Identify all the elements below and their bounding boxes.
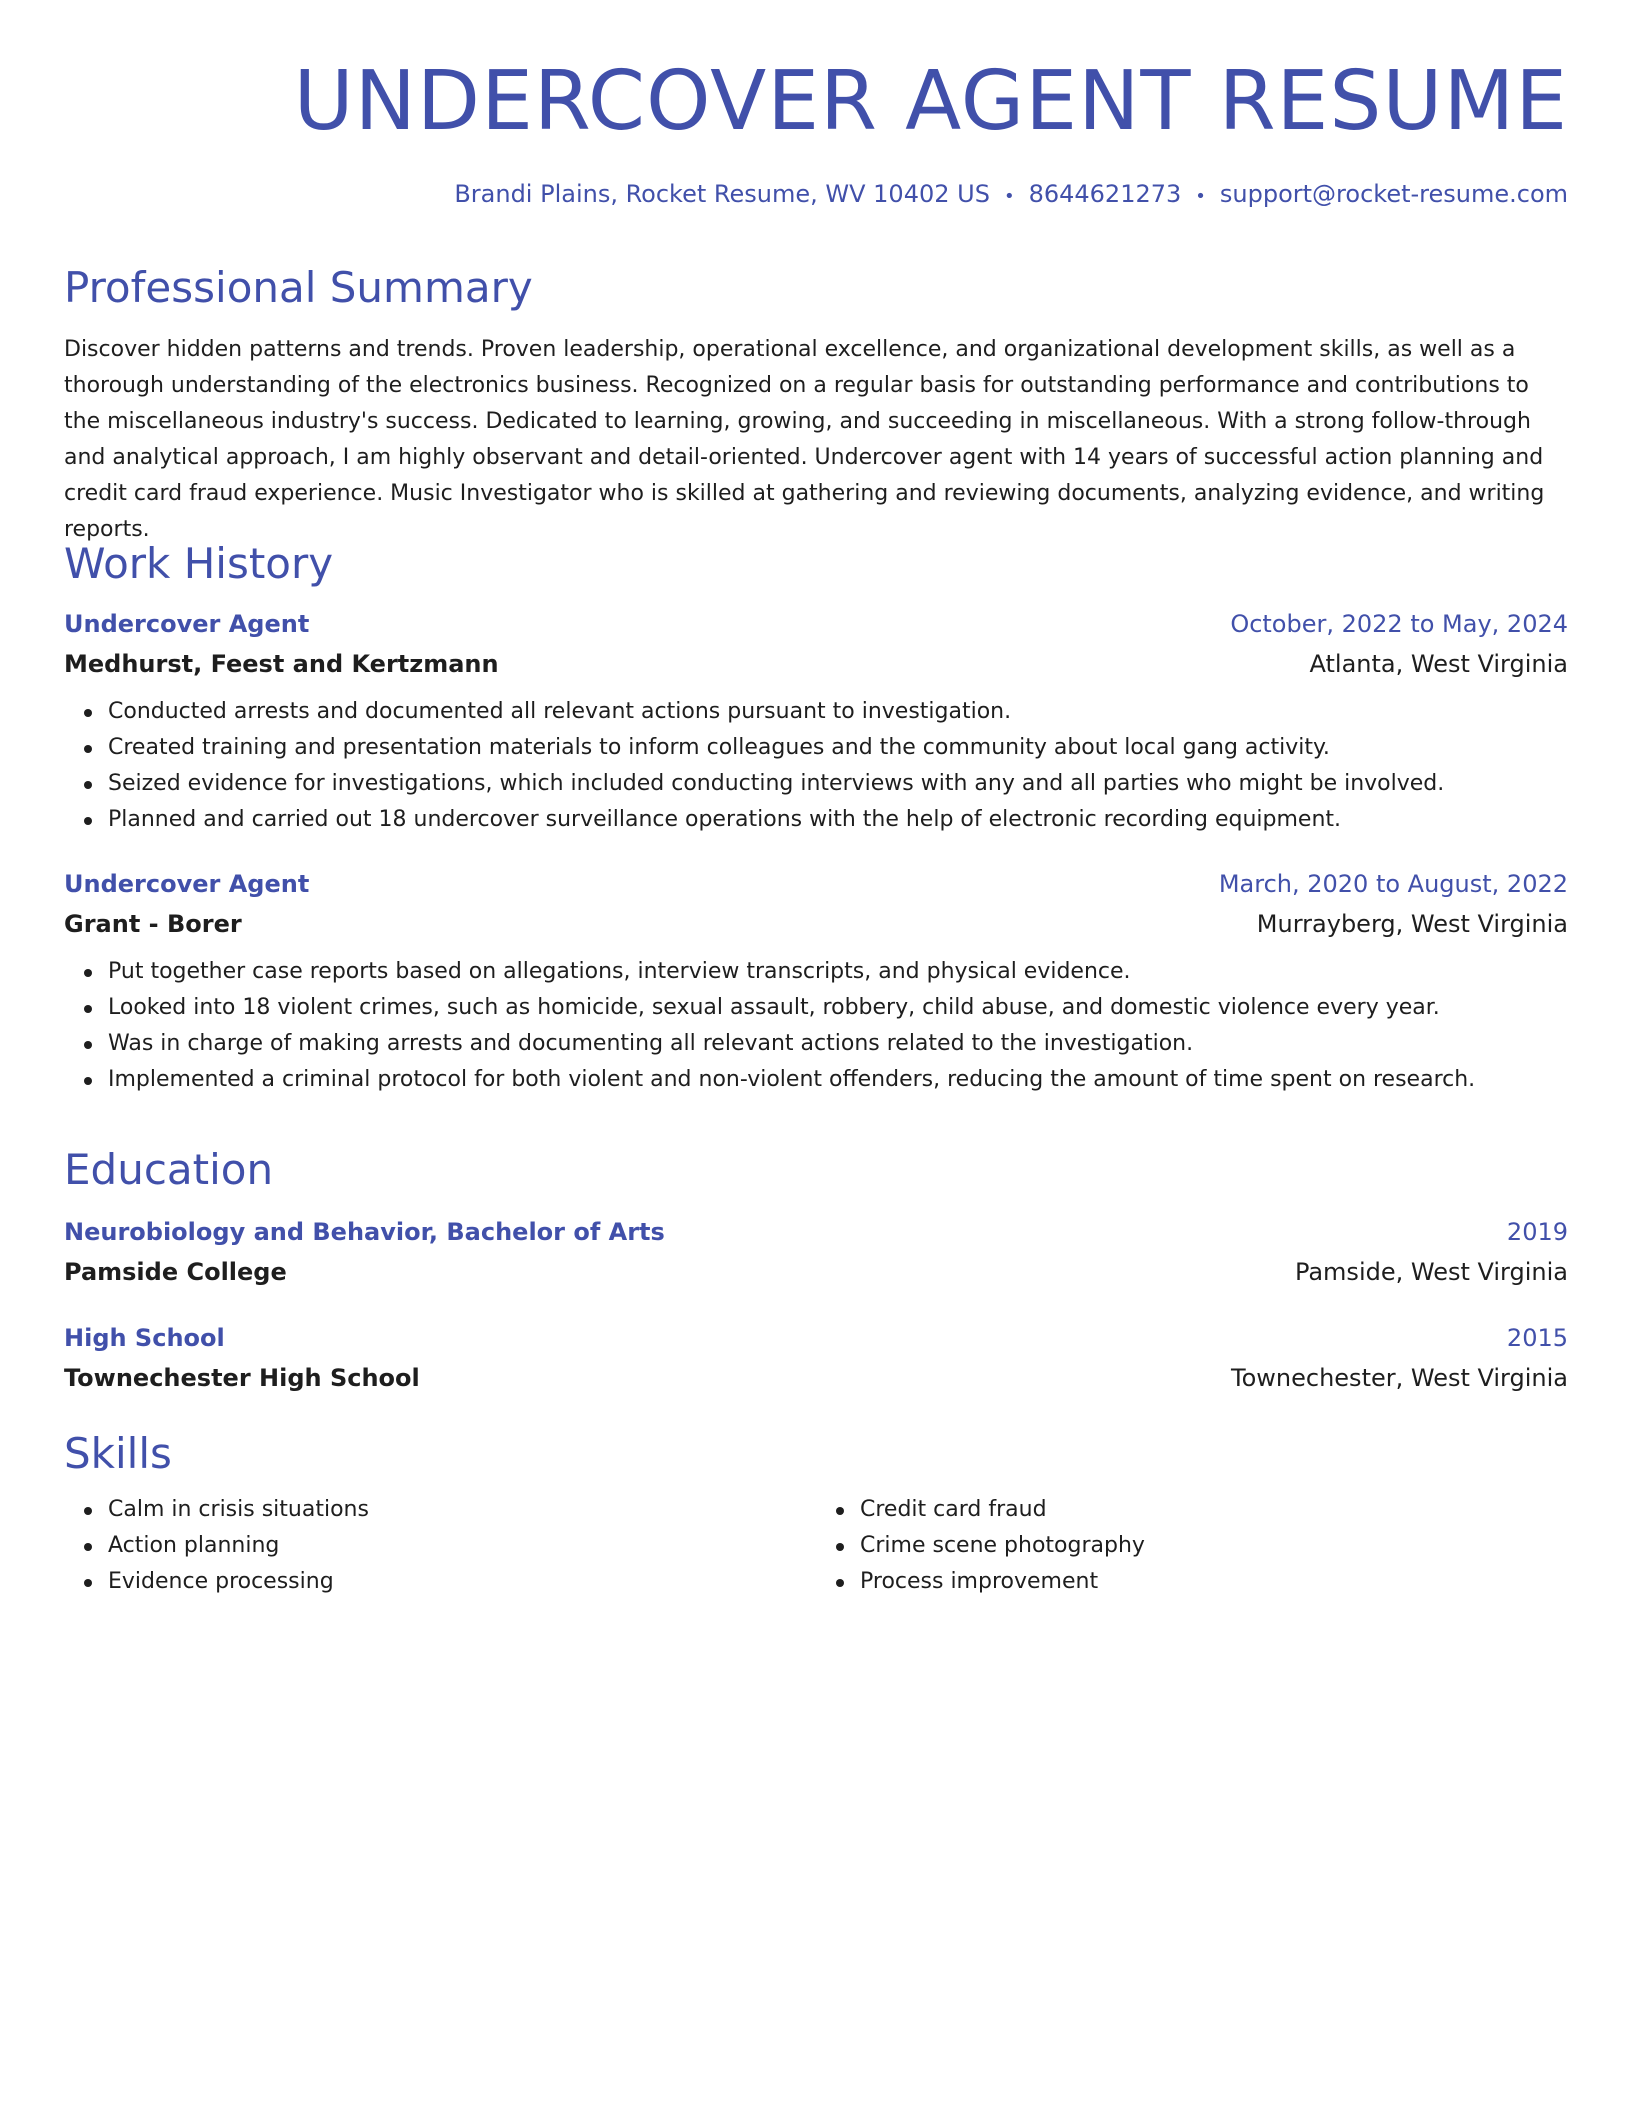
job-bullets	[64, 954, 1568, 1098]
education-entry	[64, 1318, 1568, 1398]
education-degree: Neurobiology and Behavior, Bachelor of Arts	[64, 1218, 665, 1246]
skill-item: Credit card fraud	[860, 1492, 1568, 1528]
job-company-row	[64, 644, 1568, 684]
education-school: Townechester High School	[64, 1364, 420, 1392]
skills-column-right	[816, 1492, 1568, 1600]
contact-phone: 8644621273	[1028, 180, 1182, 208]
section-title-work: Work History	[64, 539, 334, 588]
list-item: Conducted arrests and documented all relevant actions pursuant to investigation.	[108, 694, 1568, 730]
list-item: Seized evidence for investigations, which included conducting interviews with any and all parties who might be involved.	[108, 766, 1568, 802]
list-item: Planned and carried out 18 undercover surveillance operations with the help of electronic recording equipment.	[108, 802, 1568, 838]
education-degree: High School	[64, 1324, 225, 1352]
list-item: Put together case reports based on allegations, interview transcripts, and physical evidence.	[108, 954, 1568, 990]
section-title-skills: Skills	[64, 1429, 172, 1478]
job-role: Undercover Agent	[64, 870, 310, 898]
contact-address: Brandi Plains, Rocket Resume, WV 10402 US	[454, 180, 990, 208]
section-title-education: Education	[64, 1145, 274, 1194]
job-company-row	[64, 904, 1568, 944]
list-item: Was in charge of making arrests and documenting all relevant actions related to the investigation.	[108, 1026, 1568, 1062]
education-location: Pamside, West Virginia	[1294, 1258, 1568, 1286]
skill-item: Process improvement	[860, 1564, 1568, 1600]
job-company: Medhurst, Feest and Kertzmann	[64, 650, 499, 678]
job-company: Grant - Borer	[64, 910, 242, 938]
education-school: Pamside College	[64, 1258, 287, 1286]
education-year: 2019	[1506, 1218, 1568, 1246]
skill-item: Action planning	[108, 1528, 816, 1564]
list-item: Created training and presentation materials to inform colleagues and the community about local gang activity.	[108, 730, 1568, 766]
skills-list	[64, 1492, 816, 1600]
contact-separator: •	[1195, 186, 1206, 207]
list-item: Implemented a criminal protocol for both violent and non-violent offenders, reducing the amount of time spent on research.	[108, 1062, 1568, 1098]
education-header-row	[64, 1212, 1568, 1252]
job-header-row	[64, 604, 1568, 644]
job-entry	[64, 604, 1568, 838]
professional-summary-section	[64, 262, 1568, 548]
education-entry	[64, 1212, 1568, 1292]
job-location: Murrayberg, West Virginia	[1256, 910, 1568, 938]
resume-title: UNDERCOVER AGENT RESUME	[293, 54, 1568, 149]
contact-email: support@rocket-resume.com	[1219, 180, 1568, 208]
skill-item: Crime scene photography	[860, 1528, 1568, 1564]
contact-separator: •	[1003, 186, 1015, 207]
skill-item: Calm in crisis situations	[108, 1492, 816, 1528]
education-header-row	[64, 1318, 1568, 1358]
skills-column-left	[64, 1492, 816, 1600]
skill-item: Evidence processing	[108, 1564, 816, 1600]
skills-section	[64, 1428, 1568, 1600]
summary-text: Discover hidden patterns and trends. Proven leadership, operational excellence, and organizational development skills, as well as a thorough understanding of the electronics business. Recognized on a regular basis for outstanding performance and contributions to the miscellaneous industry's success. Dedicated to learning, growing, and succeeding in miscellaneous. With a strong follow-through and analytical approach, I am highly observant and detail-oriented. Undercover agent with 14 years of successful action planning and credit card fraud experience. Music Investigator who is skilled at gathering and reviewing documents, analyzing evidence, and writing reports.	[64, 337, 1545, 542]
education-school-row	[64, 1358, 1568, 1398]
list-item: Looked into 18 violent crimes, such as homicide, sexual assault, robbery, child abuse, and domestic violence every year.	[108, 990, 1568, 1026]
education-year: 2015	[1506, 1324, 1568, 1352]
job-header-row	[64, 864, 1568, 904]
education-location: Townechester, West Virginia	[1231, 1364, 1568, 1392]
job-dates: March, 2020 to August, 2022	[1218, 870, 1568, 898]
education-school-row	[64, 1252, 1568, 1292]
job-location: Atlanta, West Virginia	[1309, 650, 1568, 678]
section-title-summary: Professional Summary	[64, 263, 533, 312]
skills-list	[816, 1492, 1568, 1600]
skills-grid	[64, 1492, 1568, 1600]
job-dates: October, 2022 to May, 2024	[1230, 610, 1568, 638]
contact-line	[454, 178, 1568, 213]
work-history-section	[64, 538, 1568, 1098]
job-bullets	[64, 694, 1568, 838]
job-entry	[64, 864, 1568, 1098]
education-section	[64, 1144, 1568, 1398]
job-role: Undercover Agent	[64, 610, 310, 638]
